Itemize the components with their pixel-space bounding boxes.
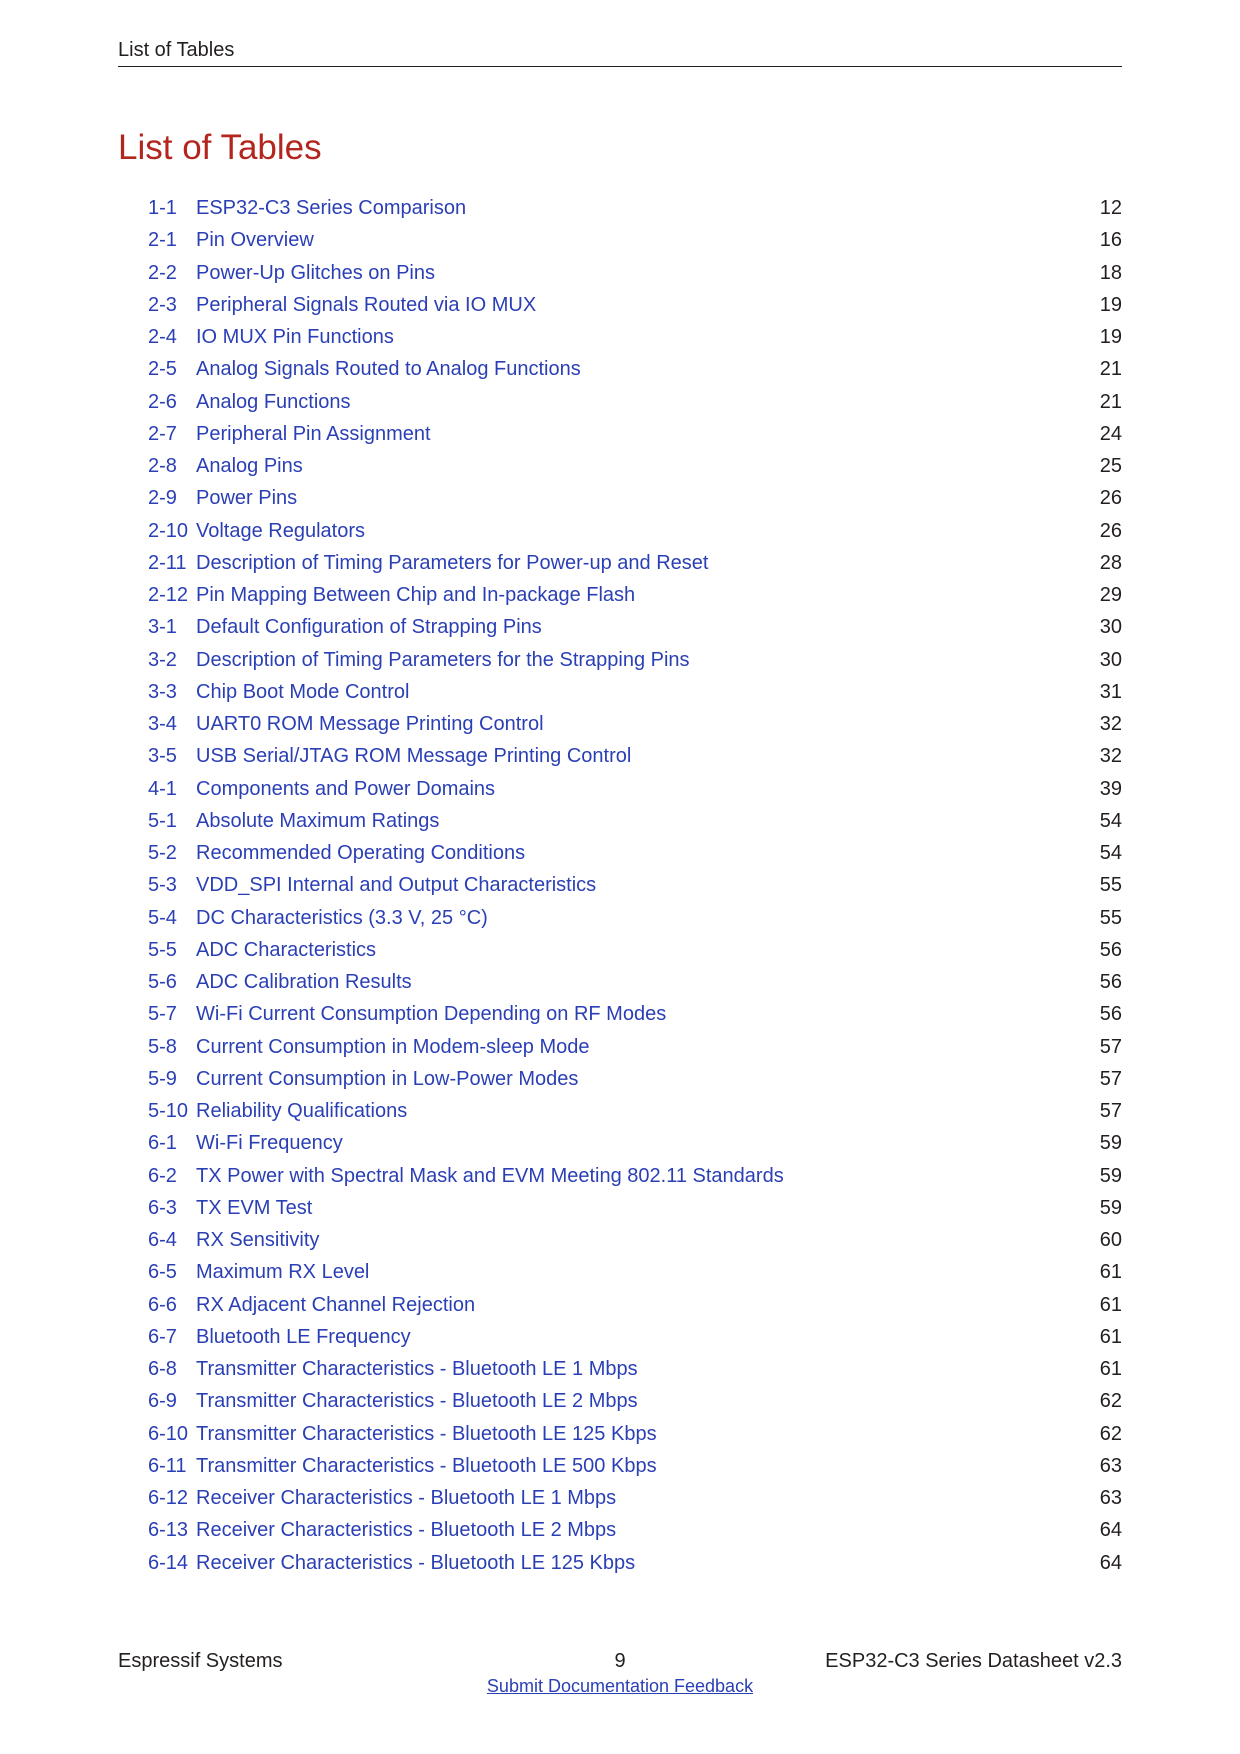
footer-company: Espressif Systems (118, 1650, 283, 1672)
toc-entry-number[interactable]: 6-4 (148, 1229, 177, 1251)
toc-entry-title[interactable]: Pin Overview (196, 229, 314, 252)
toc-entry[interactable] (148, 1095, 1122, 1127)
toc-entry-title[interactable]: RX Adjacent Channel Rejection (196, 1293, 476, 1316)
toc-entry-page: 32 (1099, 745, 1122, 768)
toc-entry-page: 24 (1099, 422, 1122, 445)
toc-entry-page: 60 (1099, 1229, 1122, 1251)
toc-entry-page: 57 (1099, 1035, 1122, 1058)
toc-entry[interactable] (148, 1321, 1122, 1353)
toc-entry[interactable] (148, 386, 1122, 418)
toc-entry-title[interactable]: VDD_SPI Internal and Output Characteristics (196, 874, 597, 897)
toc-entry-title[interactable]: Wi-Fi Frequency (196, 1132, 343, 1155)
toc-entry[interactable] (148, 1192, 1122, 1224)
toc-entry-number[interactable]: 6-7 (148, 1325, 177, 1348)
toc-entry[interactable] (148, 1547, 1122, 1579)
toc-entry-number[interactable]: 3-4 (148, 713, 177, 735)
toc-entry-title[interactable]: Bluetooth LE Frequency (196, 1325, 411, 1348)
toc-entry-title[interactable]: Wi-Fi Current Consumption Depending on RF Modes (196, 1003, 667, 1026)
toc-entry-title[interactable]: Reliability Qualifications (196, 1100, 408, 1122)
toc-entry-title[interactable]: Transmitter Characteristics - Bluetooth LE 1 Mbps (196, 1358, 638, 1380)
toc-entry-number[interactable]: 5-1 (148, 809, 177, 832)
toc-entry-number[interactable]: 3-5 (148, 745, 177, 768)
toc-entry-title[interactable]: Receiver Characteristics - Bluetooth LE 125 Kbps (196, 1551, 636, 1574)
toc-entry[interactable] (148, 998, 1122, 1030)
toc-entry[interactable] (148, 837, 1122, 869)
toc-entry[interactable] (148, 611, 1122, 643)
running-header: List of Tables (118, 38, 1122, 67)
toc-entry-number[interactable]: 2-11 (148, 551, 187, 574)
toc-entry-number[interactable]: 6-6 (148, 1293, 177, 1316)
toc-entry-title[interactable]: Maximum RX Level (196, 1261, 370, 1284)
toc-entry-page: 62 (1099, 1390, 1122, 1413)
toc-entry[interactable] (148, 1353, 1122, 1385)
toc-entry-number[interactable]: 6-2 (148, 1164, 177, 1187)
toc-entry-number[interactable]: 6-5 (148, 1261, 177, 1284)
toc-entry-number[interactable]: 2-7 (148, 422, 177, 445)
toc-entry-page: 59 (1099, 1132, 1122, 1155)
toc-entry-number[interactable]: 2-4 (148, 326, 177, 348)
toc-entry-page: 21 (1099, 358, 1122, 381)
toc-entry-page: 61 (1099, 1261, 1122, 1284)
toc-entry-title[interactable]: Analog Pins (196, 455, 303, 477)
toc-entry-page: 64 (1099, 1551, 1122, 1574)
toc-entry[interactable] (148, 1256, 1122, 1288)
toc-entry-title[interactable]: Receiver Characteristics - Bluetooth LE 2 Mbps (196, 1519, 617, 1542)
toc-entry-title[interactable]: IO MUX Pin Functions (196, 326, 394, 348)
toc-entry-title[interactable]: Current Consumption in Low-Power Modes (196, 1067, 579, 1090)
toc-entry-title[interactable]: Voltage Regulators (196, 519, 366, 542)
toc-entry-title[interactable]: Transmitter Characteristics - Bluetooth LE 2 Mbps (196, 1390, 638, 1413)
toc-entry[interactable] (148, 676, 1122, 708)
toc-entry-number[interactable]: 2-8 (148, 455, 177, 477)
toc-entry-title[interactable]: ESP32-C3 Series Comparison (196, 197, 467, 219)
toc-entry[interactable] (148, 1514, 1122, 1546)
toc-entry-number[interactable]: 3-2 (148, 648, 177, 671)
toc-entry-page: 30 (1099, 616, 1122, 639)
toc-entry-page: 63 (1099, 1487, 1122, 1509)
toc-entry-number[interactable]: 5-9 (148, 1067, 177, 1090)
toc-entry-page: 62 (1099, 1422, 1122, 1445)
toc-entry-title[interactable]: Power Pins (196, 487, 298, 510)
toc-entry-title[interactable]: Chip Boot Mode Control (196, 680, 410, 703)
toc-entry-title[interactable]: Power-Up Glitches on Pins (196, 261, 435, 284)
toc-entry-page: 56 (1099, 971, 1122, 993)
toc-entry-title[interactable]: USB Serial/JTAG ROM Message Printing Control (196, 745, 632, 768)
toc-entry-number[interactable]: 5-4 (148, 906, 177, 929)
toc-entry-page: 25 (1099, 455, 1122, 477)
toc-entry-title[interactable]: Pin Mapping Between Chip and In-package Flash (196, 584, 636, 606)
toc-entry-number[interactable]: 2-12 (148, 584, 189, 606)
toc-entry-number[interactable]: 5-10 (148, 1100, 189, 1122)
toc-entry[interactable] (148, 418, 1122, 450)
toc-entry[interactable] (148, 708, 1122, 740)
toc-entry-title[interactable]: UART0 ROM Message Printing Control (196, 713, 544, 735)
toc-entry-title[interactable]: RX Sensitivity (196, 1229, 320, 1251)
toc-entry-number[interactable]: 6-12 (148, 1487, 189, 1509)
toc-entry-number[interactable]: 6-3 (148, 1196, 177, 1219)
toc-entry-number[interactable]: 5-6 (148, 971, 177, 993)
toc-entry-title[interactable]: Default Configuration of Strapping Pins (196, 616, 542, 639)
toc-entry[interactable] (148, 902, 1122, 934)
toc-entry-page: 26 (1099, 519, 1122, 542)
toc-entry-page: 29 (1099, 584, 1122, 606)
toc-entry-page: 56 (1099, 938, 1122, 961)
toc-entry-title[interactable]: Recommended Operating Conditions (196, 842, 526, 864)
toc-entry-page: 19 (1099, 293, 1122, 316)
toc-entry[interactable] (148, 482, 1122, 514)
toc-entry[interactable] (148, 1450, 1122, 1482)
toc-entry[interactable] (148, 1224, 1122, 1256)
toc-entry-page: 30 (1099, 648, 1122, 671)
toc-entry[interactable] (148, 1418, 1122, 1450)
toc-entry-title[interactable]: Peripheral Signals Routed via IO MUX (196, 293, 537, 316)
toc-entry-page: 32 (1099, 713, 1122, 735)
toc-entry-title[interactable]: Transmitter Characteristics - Bluetooth LE 500 Kbps (196, 1454, 657, 1477)
toc-entry-number[interactable]: 3-3 (148, 680, 177, 703)
submit-feedback-link[interactable]: Submit Documentation Feedback (486, 1676, 754, 1696)
toc-entry-title[interactable]: Components and Power Domains (196, 777, 496, 800)
toc-entry-page: 31 (1099, 680, 1122, 703)
toc-entry[interactable] (148, 1063, 1122, 1095)
toc-entry-page: 61 (1099, 1325, 1122, 1348)
toc-entry[interactable] (148, 257, 1122, 289)
toc-entry-page: 57 (1099, 1100, 1122, 1122)
table-list (148, 192, 1122, 1579)
page-title: List of Tables (118, 128, 322, 167)
toc-entry[interactable] (148, 353, 1122, 385)
toc-entry[interactable] (148, 1289, 1122, 1321)
toc-entry[interactable] (148, 966, 1122, 998)
toc-entry[interactable] (148, 579, 1122, 611)
toc-entry[interactable] (148, 1160, 1122, 1192)
toc-entry-title[interactable]: Transmitter Characteristics - Bluetooth LE 125 Kbps (196, 1422, 657, 1445)
footer-page-number: 9 (614, 1650, 626, 1672)
toc-entry-title[interactable]: Description of Timing Parameters for Power-up and Reset (196, 551, 709, 574)
toc-entry-title[interactable]: TX Power with Spectral Mask and EVM Meeting 802.11 Standards (196, 1164, 784, 1187)
toc-entry[interactable] (148, 547, 1122, 579)
toc-entry-page: 61 (1099, 1293, 1122, 1316)
toc-entry[interactable] (148, 224, 1122, 256)
toc-entry[interactable] (148, 1482, 1122, 1514)
toc-entry-number[interactable]: 6-14 (148, 1551, 189, 1574)
toc-entry[interactable] (148, 515, 1122, 547)
feedback-link-container (118, 1674, 1122, 1698)
toc-entry-page: 12 (1099, 197, 1122, 219)
toc-entry-number[interactable]: 6-13 (148, 1519, 189, 1542)
toc-entry-page: 28 (1099, 551, 1122, 574)
toc-entry-number[interactable]: 2-1 (148, 229, 177, 252)
toc-entry-number[interactable]: 5-8 (148, 1035, 177, 1058)
toc-entry[interactable] (148, 289, 1122, 321)
toc-entry-title[interactable]: Current Consumption in Modem-sleep Mode (196, 1035, 590, 1058)
toc-entry-page: 54 (1099, 842, 1122, 864)
toc-entry-title[interactable]: ADC Calibration Results (196, 971, 412, 993)
toc-entry-number[interactable]: 5-3 (148, 874, 177, 897)
toc-entry-page: 21 (1099, 390, 1122, 413)
toc-entry[interactable] (148, 934, 1122, 966)
toc-entry-title[interactable]: Absolute Maximum Ratings (196, 809, 440, 832)
toc-entry-page: 59 (1099, 1196, 1122, 1219)
toc-entry-page: 55 (1099, 906, 1122, 929)
toc-entry-number[interactable]: 6-10 (148, 1422, 189, 1445)
toc-entry-page: 19 (1099, 326, 1122, 348)
toc-entry-page: 57 (1099, 1067, 1122, 1090)
toc-entry-number[interactable]: 5-7 (148, 1003, 177, 1026)
toc-entry[interactable] (148, 1031, 1122, 1063)
toc-entry-page: 16 (1099, 229, 1122, 252)
toc-entry[interactable] (148, 450, 1122, 482)
toc-entry-page: 39 (1099, 777, 1122, 800)
toc-entry-page: 55 (1099, 874, 1122, 897)
toc-entry-number[interactable]: 2-9 (148, 487, 177, 510)
toc-entry-number[interactable]: 2-10 (148, 519, 189, 542)
toc-entry[interactable] (148, 321, 1122, 353)
toc-entry-title[interactable]: Receiver Characteristics - Bluetooth LE 1 Mbps (196, 1487, 617, 1509)
toc-entry[interactable] (148, 1127, 1122, 1159)
toc-entry-page: 59 (1099, 1164, 1122, 1187)
toc-entry-page: 61 (1099, 1358, 1122, 1380)
toc-entry-title[interactable]: Description of Timing Parameters for the Strapping Pins (196, 648, 690, 671)
toc-entry-number[interactable]: 1-1 (148, 197, 177, 219)
toc-entry-title[interactable]: TX EVM Test (196, 1196, 313, 1219)
toc-entry[interactable] (148, 644, 1122, 676)
toc-entry[interactable] (148, 1385, 1122, 1417)
toc-entry-number[interactable]: 4-1 (148, 777, 177, 800)
toc-entry-number[interactable]: 5-5 (148, 938, 177, 961)
toc-entry-page: 56 (1099, 1003, 1122, 1026)
toc-entry-title[interactable]: Analog Functions (196, 390, 351, 413)
toc-entry[interactable] (148, 740, 1122, 772)
toc-entry-page: 18 (1099, 261, 1122, 284)
toc-entry-number[interactable]: 2-6 (148, 390, 177, 413)
toc-entry-title[interactable]: ADC Characteristics (196, 938, 377, 961)
toc-entry[interactable] (148, 192, 1122, 224)
toc-entry-title[interactable]: Analog Signals Routed to Analog Functions (196, 358, 581, 381)
toc-entry-number[interactable]: 2-5 (148, 358, 177, 381)
toc-entry-number[interactable]: 6-9 (148, 1390, 177, 1413)
toc-entry-page: 63 (1099, 1454, 1122, 1477)
toc-entry-number[interactable]: 6-11 (148, 1454, 187, 1477)
toc-entry-number[interactable]: 3-1 (148, 616, 177, 639)
toc-entry[interactable] (148, 869, 1122, 901)
toc-entry-page: 54 (1099, 809, 1122, 832)
toc-entry-number[interactable]: 2-3 (148, 293, 177, 316)
toc-entry-page: 64 (1099, 1519, 1122, 1542)
toc-entry-number[interactable]: 6-8 (148, 1358, 177, 1380)
toc-entry-number[interactable]: 5-2 (148, 842, 177, 864)
toc-entry-number[interactable]: 2-2 (148, 261, 177, 284)
toc-entry[interactable] (148, 773, 1122, 805)
footer-doc-title: ESP32-C3 Series Datasheet v2.3 (825, 1650, 1122, 1672)
toc-entry-page: 26 (1099, 487, 1122, 510)
toc-entry-title[interactable]: Peripheral Pin Assignment (196, 422, 431, 445)
toc-entry[interactable] (148, 805, 1122, 837)
toc-entry-number[interactable]: 6-1 (148, 1132, 177, 1155)
toc-entry-title[interactable]: DC Characteristics (3.3 V, 25 °C) (196, 906, 488, 929)
